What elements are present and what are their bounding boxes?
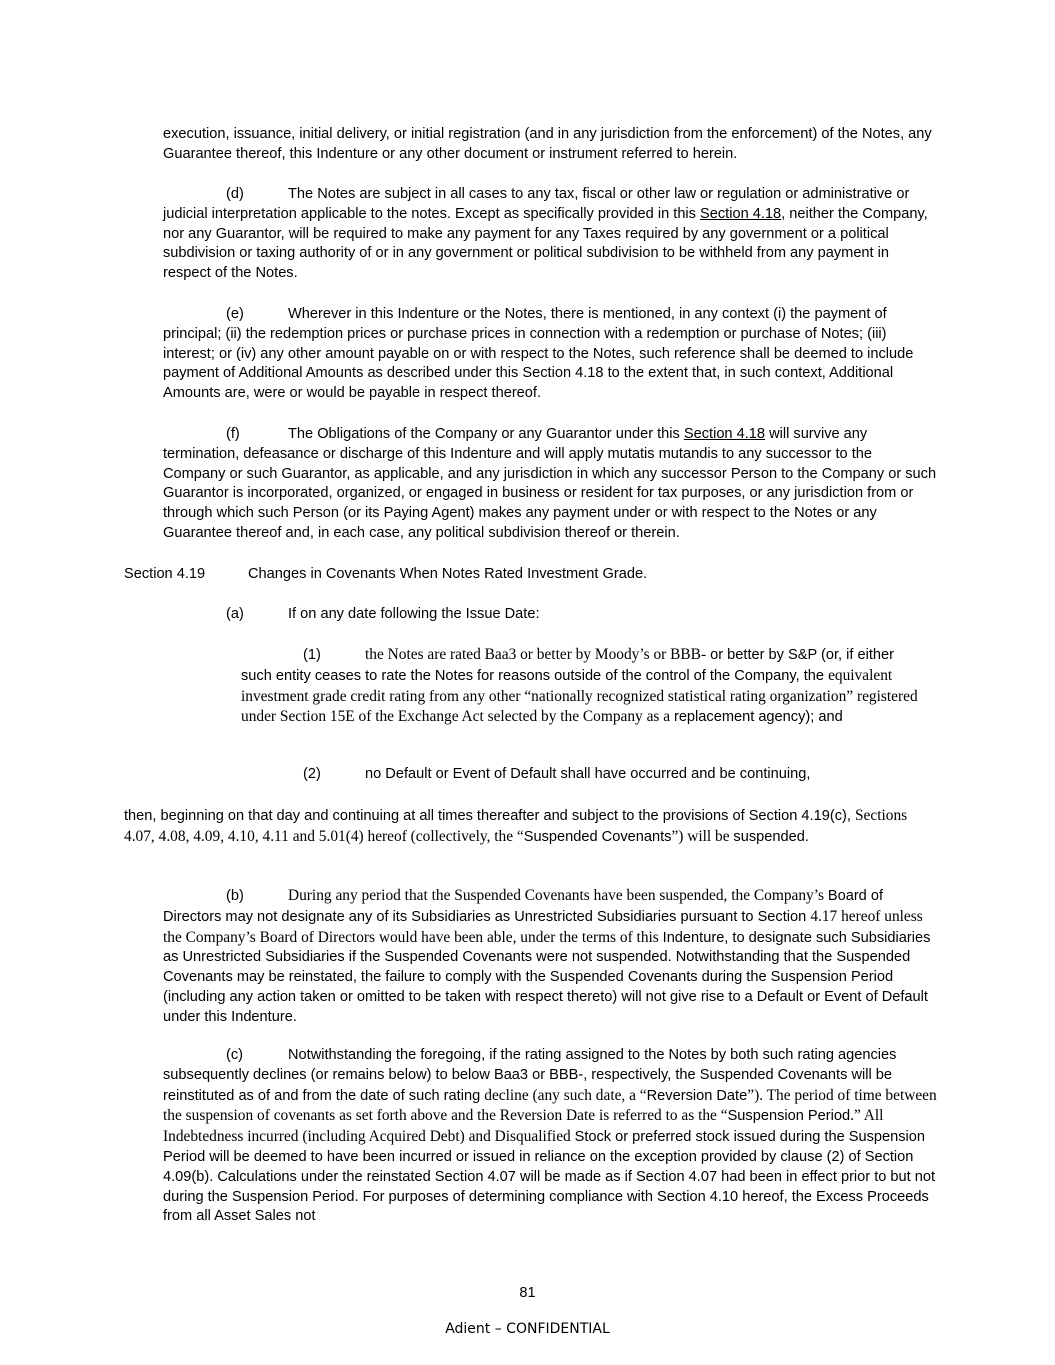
paragraph-text: then, beginning on that day and continuing at all times thereafter and subject to the provisions of Section 4.19(c), bbox=[124, 808, 855, 824]
list-item-label: (1) bbox=[303, 647, 321, 663]
paragraph-text: decline (any such date, a “ bbox=[484, 1086, 647, 1104]
paragraph-label: (f) bbox=[226, 426, 240, 442]
paragraph-text: Sections 4.07, 4.08, 4.09, 4.10, 4.11 and 5.01(4) hereof (collectively, the “ bbox=[124, 807, 908, 845]
list-item-text: no Default or Event of Default shall have occurred and be continuing, bbox=[365, 766, 811, 782]
paragraph-text: ”). The period of time between the suspension of covenants as set forth above and the Reversion Date is referred to as the “ bbox=[163, 1086, 937, 1125]
section-title: Changes in Covenants When Notes Rated Investment Grade. bbox=[248, 566, 648, 582]
paragraph-text: Board of Directors may not designate any of its Subsidiaries as Unrestricted Subsidiaries pursuant to Section bbox=[163, 888, 884, 925]
section-reference-link[interactable]: Section 4.18 bbox=[700, 205, 782, 222]
list-item-text: or better by S&P (or, if either such entity ceases to rate the Notes for reasons outside of the control of the Company, the bbox=[241, 647, 894, 684]
paragraph-text: , neither the Company, nor any Guarantor, will be required to make any payment for any Taxes required by any government or a political subdivision or taxing authority of or in any government or political subdivision to be withheld from any payment in respect of the Notes. bbox=[163, 205, 928, 282]
list-item-2 bbox=[241, 765, 921, 785]
defined-term: Suspended Covenants bbox=[523, 828, 672, 845]
paragraph-text: Notwithstanding the foregoing, if the rating assigned to the Notes by both such rating agencies subsequently declines (or remains below) to below Baa3 or BBB-, respectively, the Suspended Covenants will be reinstituted as of and from the date of such rating bbox=[163, 1047, 897, 1104]
paragraph-text: Indenture, to designate such Subsidiaries as Unrestricted Subsidiaries if the Suspended Covenants were not suspended. Notwithstanding that the Suspended Covenants may be reinstated, the failure to comply with the Suspended Covenants during the Suspension Period (including any action taken or omitted to be taken with respect thereto) will not give rise to a Default or Event of Default under this Indenture. bbox=[163, 929, 931, 1025]
list-item-label: (2) bbox=[303, 766, 321, 782]
confidential-footer: Adient – CONFIDENTIAL bbox=[445, 1321, 610, 1337]
paragraph-text: Wherever in this Indenture or the Notes, there is mentioned, in any context (i) the payment of principal; (ii) the redemption prices or purchase prices in connection with a redemption or purchase of Notes; (iii) interest; or (iv) any other amount payable on or with respect to the Notes, such reference shall be deemed to include payment of Additional Amounts as described under this Section 4.18 to the extent that, in such context, Additional Amounts are, were or would be payable in respect thereof. bbox=[163, 306, 914, 402]
paragraph-e bbox=[163, 305, 938, 404]
paragraph-label: (a) bbox=[226, 606, 244, 622]
paragraph-text: execution, issuance, initial delivery, or initial registration (and in any jurisdiction from the enforcement) of the Notes, any Guarantee thereof, this Indenture or any other document or instrument referred to herein. bbox=[163, 126, 932, 162]
section-number: Section 4.19 bbox=[124, 566, 206, 582]
paragraph-text: will survive any termination, defeasance or discharge of this Indenture and will apply mutatis mutandis to any successor to the Company or such Guarantor, as applicable, and any jurisdiction in which any successor Person to the Company or such Guarantor is incorporated, organized, or engaged in business or resident for tax purposes, or any jurisdiction from or through which such Person (or its Paying Agent) makes any payment under or with respect to the Notes or any Guarantee thereof and, in each case, any political subdivision thereof or therein. bbox=[163, 426, 937, 541]
section-reference-link[interactable]: Section 4.18 bbox=[683, 426, 766, 442]
paragraph-label: (e) bbox=[226, 306, 244, 322]
list-item-text: equivalent investment grade credit rating from any other “nationally recognized statistical rating organization” registered under Section 15E of the Exchange Act selected by the Company as a bbox=[241, 666, 918, 726]
list-item-text: the Notes are rated Baa3 or better by Moody’s or BBB- bbox=[365, 646, 707, 663]
paragraph-text: The Notes are subject in all cases to any tax, fiscal or other law or regulation or administrative or judicial interpretation applicable to the notes. Except as specifically provided in this bbox=[163, 186, 910, 222]
list-item-1 bbox=[241, 645, 921, 728]
then-paragraph bbox=[124, 806, 924, 848]
paragraph-419-a bbox=[226, 605, 540, 625]
paragraph-label: (d) bbox=[226, 186, 244, 202]
paragraph-text: .” All Indebtedness incurred (including Acquired Debt) and Disqualified bbox=[163, 1107, 884, 1146]
paragraph-text: During any period that the Suspended Covenants have been suspended, the Company’s bbox=[288, 887, 828, 904]
paragraph-text: 4.17 hereof unless the Company’s Board of Directors would have been able, under the terms of this bbox=[163, 907, 923, 946]
paragraph-419-b bbox=[163, 886, 938, 1028]
paragraph-label: (c) bbox=[226, 1047, 244, 1063]
paragraph-419-c bbox=[163, 1046, 938, 1227]
paragraph-text: The Obligations of the Company or any Guarantor under this bbox=[288, 426, 684, 442]
defined-term: Suspension Period bbox=[727, 1108, 851, 1125]
paragraph-text: suspended. bbox=[733, 828, 809, 845]
paragraph-f bbox=[163, 425, 938, 544]
paragraph-text: Stock or preferred stock issued during the Suspension Period will be deemed to have been incurred or issued in reliance on the exception provided by clause (2) of Section 4.09(b). Calculations under the reinstated Section 4.07 will be made as if Section 4.07 had been in effect prior to but not during the Suspension Period. For purposes of determining compliance with Section 4.10 hereof, the Excess Proceeds from all Asset Sales not bbox=[163, 1129, 936, 1225]
paragraph-text: ”) will be bbox=[671, 827, 734, 845]
paragraph-label: (b) bbox=[226, 888, 244, 904]
paragraph-d bbox=[163, 185, 938, 284]
defined-term: Reversion Date bbox=[646, 1087, 748, 1104]
paragraph-c-continued bbox=[163, 125, 938, 165]
page-number: 81 bbox=[519, 1285, 536, 1301]
paragraph-text: If on any date following the Issue Date: bbox=[288, 606, 540, 622]
section-heading bbox=[124, 565, 647, 585]
list-item-text: replacement agency); and bbox=[673, 709, 843, 726]
